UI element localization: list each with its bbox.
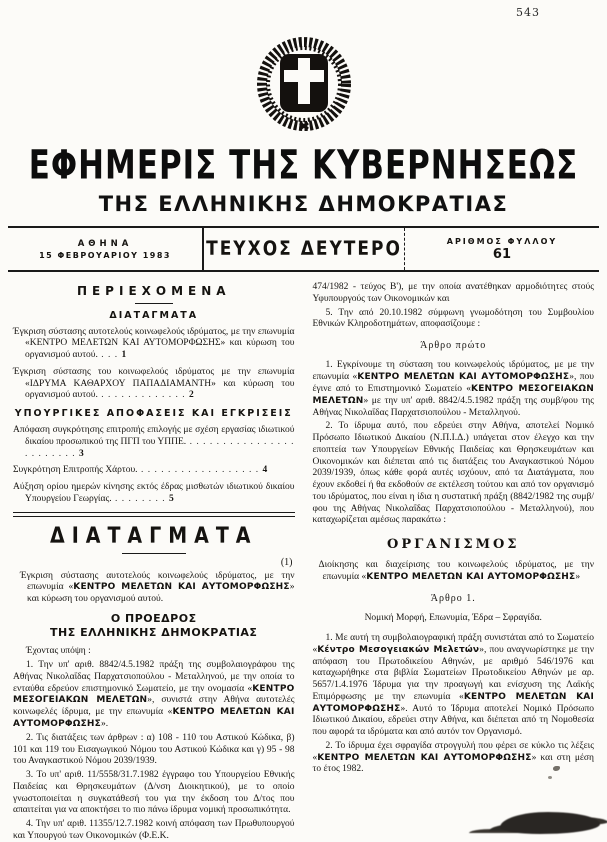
page-number: 543 [516,6,540,19]
carryover-paragraph: 474/1982 - τεύχος Β'), με την οποία ανατέθηκαν αρμοδιότητες στούς Υφυπουργούς των Οικονομικών και [312,282,594,304]
toc-entry-text: Αύξηση ορίου ημερών κίνησης εκτός έδρας μισθωτών ιδιωτικού δικαίου Υπουργείου Γεωργίας. [13,482,295,504]
toc-leader-dots: . . . . . . . . [111,493,169,504]
president-heading [13,612,295,641]
issue-number-cell [405,228,599,270]
greek-state-emblem-icon [250,32,358,141]
masthead-title: ΕΦΗΜΕΡΙΣ ΤΗΣ ΚΥΒΕΡΝΗΣΕΩΣ [28,143,579,190]
volume-cell [204,228,405,270]
toc-entry [13,327,295,362]
toc-entry-text: Έγκριση σύστασης αυτοτελούς κοινωφελούς ιδρύματος, με την επωνυμία «ΚΕΝΤΡΟ ΜΕΛΕΤΩΝ ΚΑΙ ΑΥΤΟΜΟΡΦΩΣΗΣ» και κύρωση του οργανισμού αυτού. [13,326,295,361]
toc-leader-dots: . . . [97,350,122,361]
toc-leader-dots: . . . . . . . . . . . . . [97,390,190,401]
toc-entry [13,482,295,506]
organism-heading: ΟΡΓΑΝΙΣΜΟΣ [387,537,520,553]
toc-page-ref: 3 [79,448,84,459]
preamble: Έχοντας υπόψη : [26,646,91,657]
president-line2: ΤΗΣ ΕΛΛΗΝΙΚΗΣ ΔΗΜΟΚΡΑΤΙΑΣ [50,626,258,640]
issue-number-label: ΑΡΙΘΜΟΣ ΦΥΛΛΟΥ [446,236,558,246]
toc-page-ref: 5 [168,493,174,504]
organism-subtitle: Διοίκησης και διαχείρισης του κοινωφελούς ιδρύματος, με την επωνυμία «ΚΕΝΤΡΟ ΜΕΛΕΤΩΝ ΚΑΙ ΑΥΤΟΜΟΡΦΩΣΗΣ» [318,560,594,583]
toc-entry [13,367,295,402]
consideration-paragraph-2: 2. Τις διατάξεις των άρθρων : α) 108 - 110 του Αστικού Κώδικα, β) 101 και 119 του Εισαγωγικού Νόμου του Αστικού Κώδικα και γ) 95 - 98 του Αναγκαστικού Νόμου 2039/1939. [13,732,295,767]
article1-subtitle: Νομική Μορφή, Επωνυμία, Έδρα – Σφραγίδα. [364,613,542,624]
section-double-rule [13,512,295,517]
decrees-main-heading: ΔΙΑΤΑΓΜΑΤΑ [49,522,258,549]
toc-page-ref: 1 [121,350,127,361]
toc-entry-text: Έγκριση σύστασης του κοινωφελούς ιδρύματος με την επωνυμία «ΙΔΡΥΜΑ ΚΑΘΑΡΧΟΥ ΠΑΠΑΔΙΑΜΑΝΤΗ» και κύρωση του οργανισμού αυτού. [13,366,295,401]
consideration-paragraph-5: 5. Την από 20.10.1982 σύμφωνη γνωμοδότηση του Συμβουλίου Εθνικών Κληροδοτημάτων, αποφασίζουμε : [312,307,594,330]
toc-entry-text: Απόφαση συγκρότησης επιτροπής επιλογής με σχέση εργασίας ιδιωτικού δικαίου προσωπικού της ΠΓΠ του ΥΠΠΕ. [13,425,295,447]
contents-heading: ΠΕΡΙΕΧΟΜΕΝΑ [76,284,231,298]
city-label: ΑΘΗΝΑ [77,238,133,249]
toc-page-ref: 2 [189,390,194,401]
body-paragraph-1: 1. Εγκρίνουμε τη σύσταση του κοινωφελούς ιδρύματος, με με την επωνυμία «ΚΕΝΤΡΟ ΜΕΛΕΤΩΝ ΚΑΙ ΑΥΤΟΜΟΡΦΩΣΗΣ», που έγινε από το Επιστημονικό Σωματείο «ΚΕΝΤΡΟ ΜΕΣΟΓΕΙΑΚΩΝ ΜΕΛΕΤΩΝ» με την υπ' αριθ. 8842/4.5.1982 πράξη της συμβ/φου της Αθήνας Νικολαΐδας Παρχατσιοπούλου - Μεταλληνού. [312,360,595,418]
toc-leader-dots: . . . . . . . . . . . . . . . . . . [137,465,263,476]
organism-paragraph-2: 2. Το ίδρυμα έχει σφραγίδα στρογγυλή που φέρει σε κύκλο τις λέξεις «ΚΕΝΤΡΟ ΜΕΛΕΤΩΝ ΚΑΙ ΑΥΤΟΜΟΡΦΩΣΗΣ» και στη μέση το έτος 1982. [312,740,594,775]
article-first-heading: Άρθρο πρώτο [420,340,487,352]
issue-date-cell [8,228,204,270]
president-line1: Ο ΠΡΟΕΔΡΟΣ [110,611,197,625]
two-column-body [0,272,607,842]
decree-title: Έγκριση σύστασης αυτοτελούς κοινωφελούς ιδρύματος, με την επωνυμία «ΚΕΝΤΡΟ ΜΕΛΕΤΩΝ ΚΑΙ ΑΥΤΟΜΟΡΦΩΣΗΣ» και κύρωση του οργανισμού αυτού. [20,570,295,605]
consideration-paragraph-4: 4. Την υπ' αριθ. 11355/12.7.1982 κοινή απόφαση των Πρωθυπουργού και Υπουργού των Οικονομικών (Φ.Ε.Κ. [13,819,295,841]
decrees-heading-underline [122,553,186,554]
consideration-paragraph-3: 3. Το υπ' αριθ. 11/5558/31.7.1982 έγγραφο του Υπουργείου Εθνικής Παιδείας και Θρησκευμάτων (Δ/νση Διοικητικού), με το οποίο γνωστοποιείται η συγκατάθεσή του για την έκδοση του Δ/τος που απαιτείται για να αποκτήσει το πιο πάνω ίδρυμα νομική προσωπικότητα. [13,770,295,816]
ink-speckle [548,776,552,779]
organism-paragraph-1: 1. Με αυτή τη συμβολαιογραφική πράξη συνιστάται από το Σωματείο «Κέντρο Μεσογειακών Μελετών», που αναγνωρίστηκε με την απόφαση του Πρωτοδικείου Αθηνών, με αριθμό 546/1976 και καταχωρήθηκε στα βιβλία Σωματείων Πρωτοδικείου Αθηνών με αρ. 5657/1.4.1976 Ίδρυμα για την προαγωγή και ενίσχυση της Λαϊκής Επιμόρφωσης με την επωνυμία «ΚΕΝΤΡΟ ΜΕΛΕΤΩΝ ΚΑΙ ΑΥΤΟΜΟΡΦΩΣΗΣ». Αυτό το Ίδρυμα αποτελεί Νομικό Πρόσωπο Ιδιωτικού Δικαίου, εδρεύει στην Αθήνα, και διέπεται από τη Νομοθεσία που αφορά τα ιδρύματα και από αυτόν τον Οργανισμό. [312,632,594,738]
toc-page-ref: 4 [262,465,268,476]
article1-heading: Άρθρο 1. [430,592,476,604]
issue-date: 15 ΦΕΒΡΟΥΑΡΙΟΥ 1983 [39,250,171,260]
issue-info-bar [8,226,599,272]
masthead-subtitle: ΤΗΣ ΕΛΛΗΝΙΚΗΣ ΔΗΜΟΚΡΑΤΙΑΣ [98,192,509,216]
issue-number: 61 [492,246,511,262]
toc-entry [13,425,295,460]
toc-entry [13,465,295,477]
left-column [13,282,295,842]
right-column [313,282,595,842]
consideration-paragraph-1: 1. Την υπ' αριθ. 8842/4.5.1982 πράξη της συμβολαιογράφου της Αθήνας Νικολαΐδας Παρχατσιοπούλου - Μεταλληνού, με την οποία το ενταύθα εδρεύον επιστημονικό Σωματείο, με την ονομασία «ΚΕΝΤΡΟ ΜΕΣΟΓΕΙΑΚΩΝ ΜΕΛΕΤΩΝ», συνιστά στην Αθήνα αυτοτελές κοινωφελές ίδρυμα, με την επωνυμία «ΚΕΝΤΡΟ ΜΕΛΕΤΩΝ ΚΑΙ ΑΥΤΟΜΟΡΦΩΣΗΣ». [13,660,295,730]
decree-item-number: (1) [280,557,293,569]
toc-section-heading-ministerial: ΥΠΟΥΡΓΙΚΕΣ ΑΠΟΦΑΣΕΙΣ ΚΑΙ ΕΓΚΡΙΣΕΙΣ [14,408,293,420]
contents-divider [135,303,173,304]
toc-leader-dots: . . . . . . . . . . . . . . . . . . . . . . . . [25,436,295,459]
body-paragraph-2: 2. Το ίδρυμα αυτό, που εδρεύει στην Αθήνα, αποτελεί Νομικό Πρόσωπο Ιδιωτικού Δικαίου (Ν.Π.Ι.Δ.) υπάγεται στον έλεγχο και την εποπτεία των Υπουργείων Εθνικής Παιδείας και Θρησκευμάτων και Οικονομικών και διέπεται από τις διατάξεις του Αναγκαστικού Νόμου 2039/1939, όπως κάθε φορά αυτές ισχύουν, από τα Διατάγματα, που έχουν εκδοθεί ή θα εκδοθούν σε εκτέλεση τούτου και από τον οργανισμό του ιδρύματος, που είναι η ίδια η συστατική πράξη (8842/1982 της συμβ/φου της Αθήνας Νικολαΐδας Παρχατσιοπούλου - Μεταλληνού), που καταχωρίζεται αμέσως παρακάτω : [312,421,594,526]
volume-title: ΤΕΥΧΟΣ ΔΕΥΤΕΡΟ [206,237,402,261]
toc-section-heading-decrees: ΔΙΑΤΑΓΜΑΤΑ [109,309,199,321]
emblem-container [0,0,607,141]
toc-entry-text: Συγκρότηση Επιτροπής Χάρτου. [13,465,138,476]
